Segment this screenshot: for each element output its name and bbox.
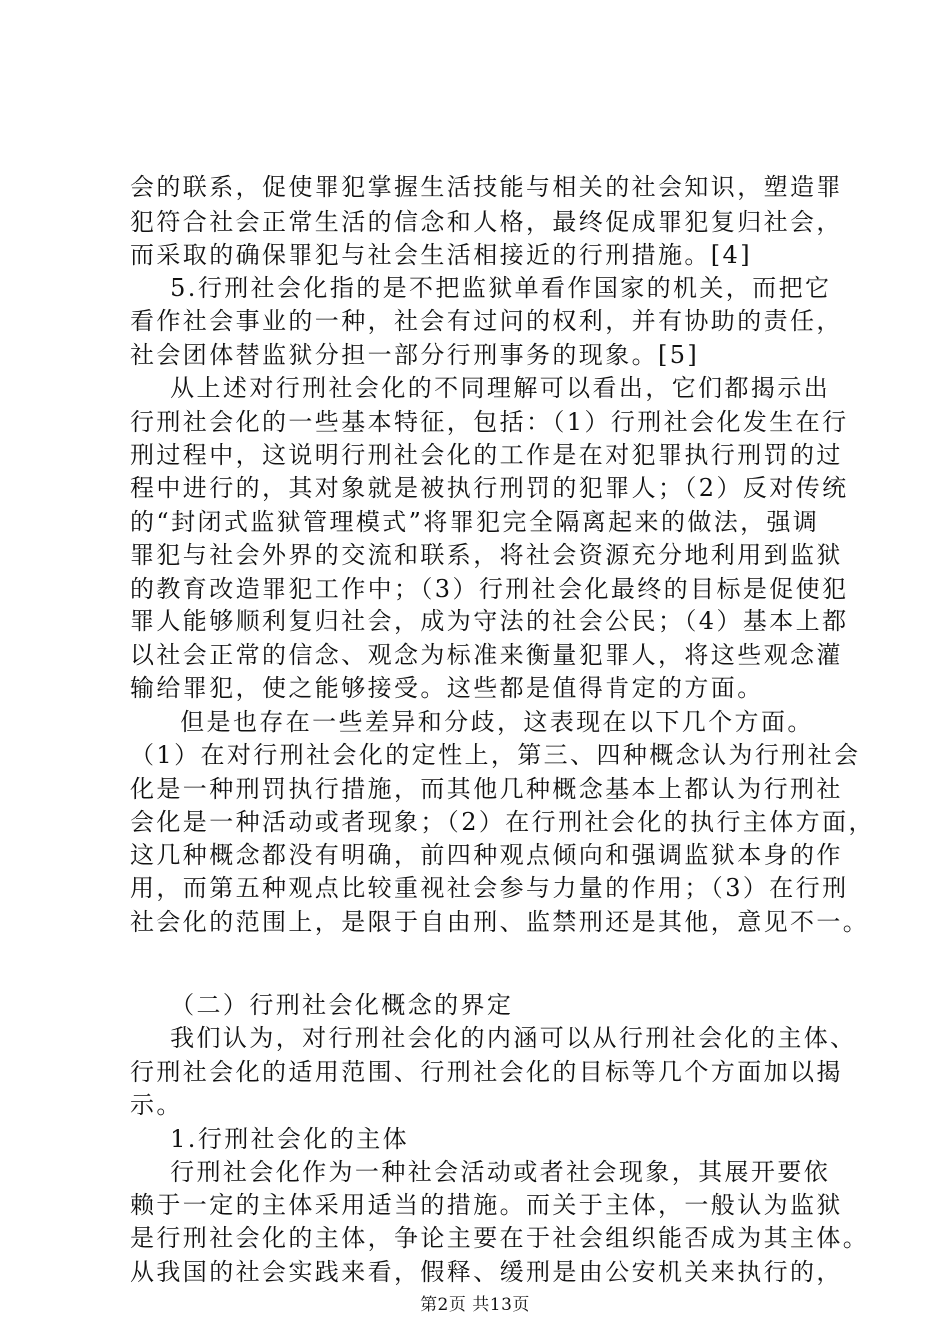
text-line: 的“封闭式监狱管理模式”将罪犯完全隔离起来的做法，强调 — [130, 508, 820, 536]
page-number-footer: 第2页 共13页 — [420, 1295, 530, 1315]
text-line: 化是一种刑罚执行措施，而其他几种概念基本上都认为行刑社 — [130, 775, 843, 803]
text-line: 从我国的社会实践来看，假释、缓刑是由公安机关来执行的， — [130, 1258, 843, 1286]
text-line: 看作社会事业的一种，社会有过问的权利，并有协助的责任， — [130, 307, 843, 335]
text-line: 行刑社会化的一些基本特征，包括：（1）行刑社会化发生在行 — [130, 408, 849, 436]
text-line: 会的联系，促使罪犯掌握生活技能与相关的社会知识，塑造罪 — [130, 173, 843, 201]
text-line: 5.行刑社会化指的是不把监狱单看作国家的机关，而把它 — [130, 274, 832, 302]
text-line: 犯符合社会正常生活的信念和人格，最终促成罪犯复归社会， — [130, 208, 843, 236]
text-line: 刑过程中，这说明行刑社会化的工作是在对犯罪执行刑罚的过 — [130, 441, 843, 469]
text-line: 用，而第五种观点比较重视社会参与力量的作用；（3）在行刑 — [130, 874, 849, 902]
text-line: 以社会正常的信念、观念为标准来衡量犯罪人，将这些观念灌 — [130, 641, 843, 669]
section-heading: （二）行刑社会化概念的界定 — [130, 991, 514, 1019]
text-line: 程中进行的，其对象就是被执行刑罚的犯罪人；（2）反对传统 — [130, 474, 849, 502]
text-line: 示。 — [130, 1091, 183, 1119]
text-line: 赖于一定的主体采用适当的措施。而关于主体，一般认为监狱 — [130, 1191, 843, 1219]
text-line: 会化是一种活动或者现象；（2）在行刑社会化的执行主体方面， — [130, 808, 875, 836]
text-line: 罪犯与社会外界的交流和联系，将社会资源充分地利用到监狱 — [130, 541, 843, 569]
text-line: 而采取的确保罪犯与社会生活相接近的行刑措施。[4] — [130, 241, 752, 269]
text-line: 是行刑社会化的主体，争论主要在于社会组织能否成为其主体。 — [130, 1224, 870, 1252]
text-line: 的教育改造罪犯工作中；（3）行刑社会化最终的目标是促使犯 — [130, 575, 849, 603]
blank-line — [130, 948, 830, 988]
text-line: 罪人能够顺利复归社会，成为守法的社会公民；（4）基本上都 — [130, 607, 849, 635]
text-line: 输给罪犯，使之能够接受。这些都是值得肯定的方面。 — [130, 674, 764, 702]
subsection-heading: 1.行刑社会化的主体 — [130, 1125, 410, 1153]
text-line: 我们认为，对行刑社会化的内涵可以从行刑社会化的主体、 — [130, 1024, 857, 1052]
text-line: 从上述对行刑社会化的不同理解可以看出，它们都揭示出 — [130, 374, 831, 402]
text-line: （1）在对行刑社会化的定性上，第三、四种概念认为行刑社会 — [130, 741, 861, 769]
text-line: 社会团体替监狱分担一部分行刑事务的现象。[5] — [130, 341, 700, 369]
text-line: 行刑社会化的适用范围、行刑社会化的目标等几个方面加以揭 — [130, 1058, 843, 1086]
text-line: 行刑社会化作为一种社会活动或者社会现象，其展开要依 — [130, 1158, 831, 1186]
text-line: 但是也存在一些差异和分歧，这表现在以下几个方面。 — [130, 708, 814, 736]
text-line: 这几种概念都没有明确，前四种观点倾向和强调监狱本身的作 — [130, 841, 843, 869]
text-line: 社会化的范围上，是限于自由刑、监禁刑还是其他，意见不一。 — [130, 908, 870, 936]
